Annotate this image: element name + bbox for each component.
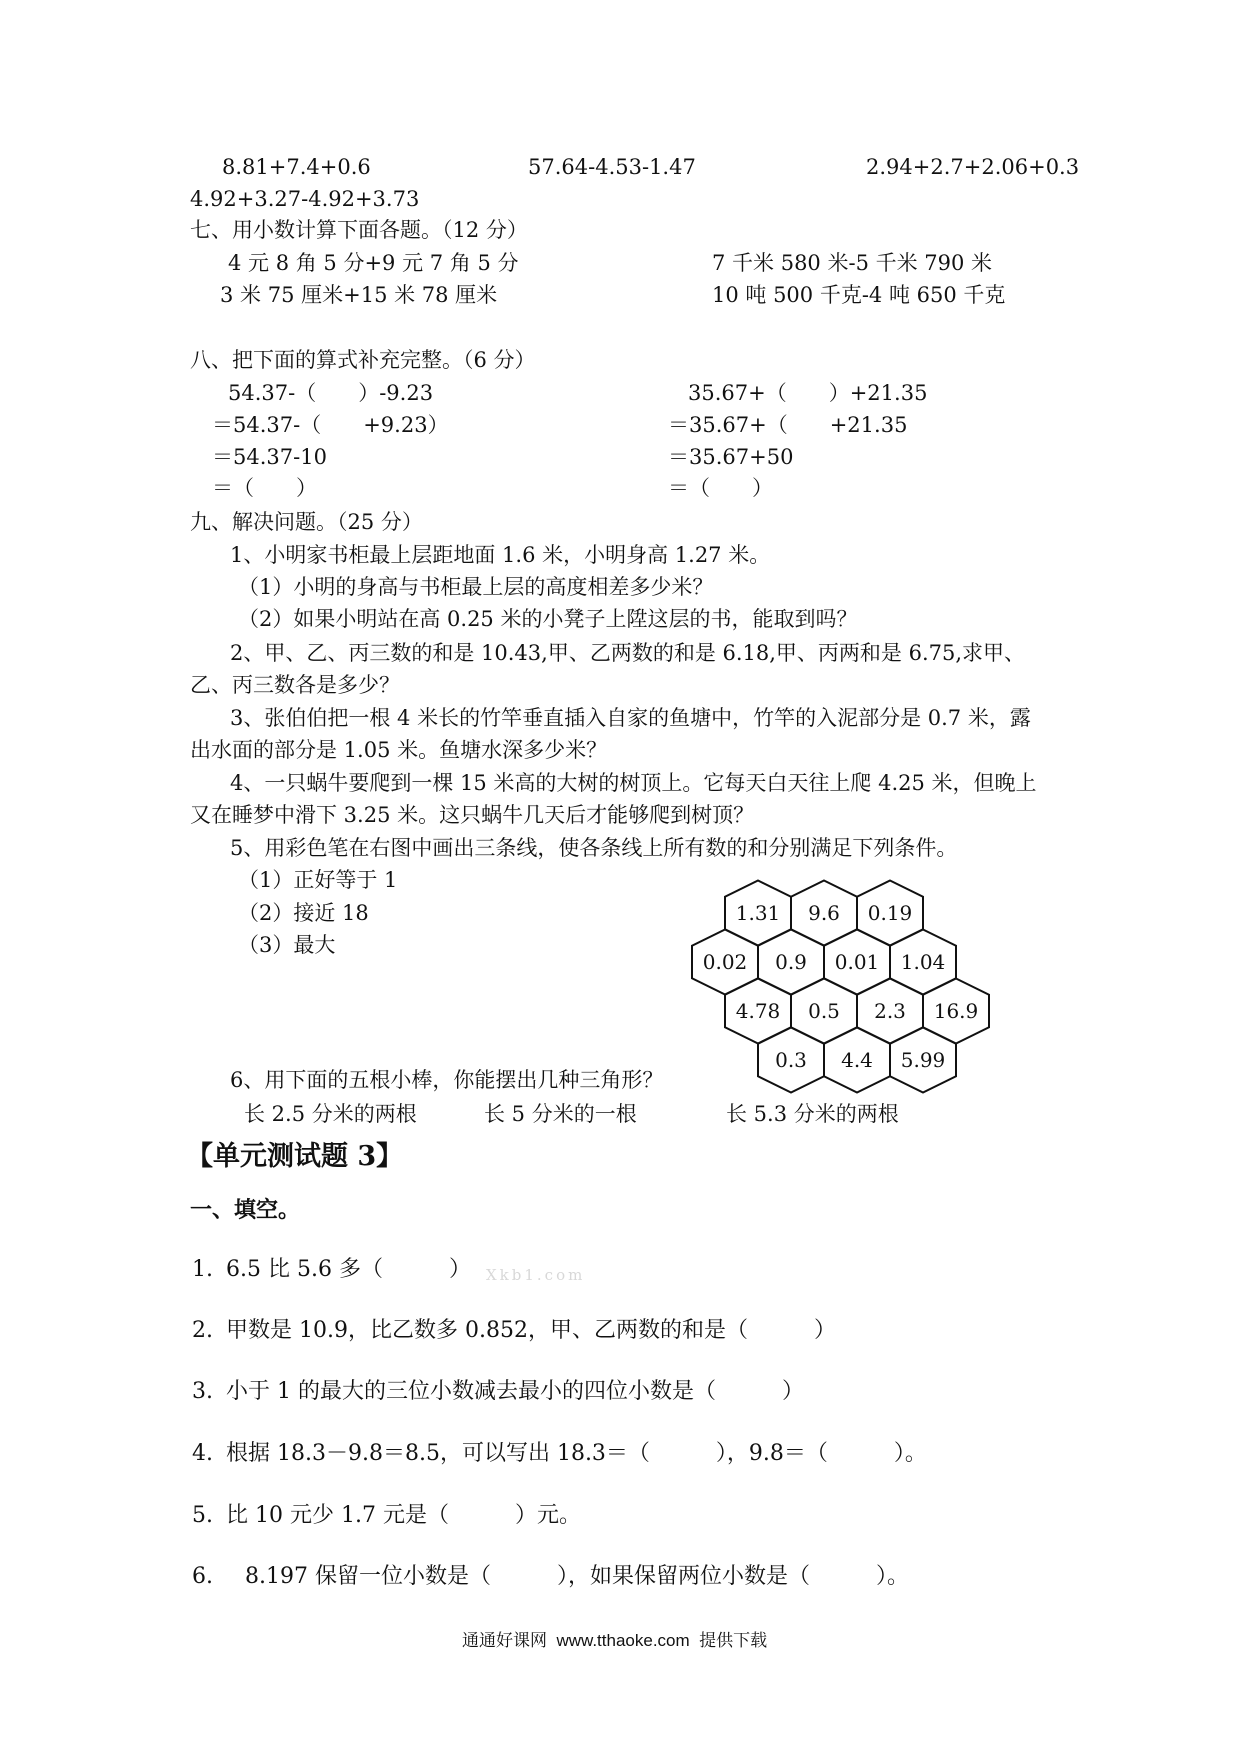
problem-text: （2）如果小明站在高 0.25 米的小凳子上陞这层的书，能取到吗？: [238, 607, 858, 631]
hexagon-value: 1.04: [900, 950, 946, 974]
problem-text: 6、用下面的五根小棒，你能摆出几种三角形？: [230, 1068, 664, 1092]
hexagon-value: 4.4: [841, 1048, 873, 1072]
question-number: 3.: [192, 1379, 213, 1404]
hexagon-value: 2.3: [874, 999, 906, 1023]
problem-text: 2、甲、乙、丙三数的和是 10.43,甲、乙两数的和是 6.18,甲、丙两和是 6.75,求甲、: [230, 641, 1026, 665]
hexagon-value: 0.9: [775, 950, 807, 974]
calc-item: 7 千米 580 米-5 千米 790 米: [712, 251, 993, 275]
unit-test-title: 【单元测试题 3】: [186, 1141, 404, 1172]
question-text: 甲数是 10.9，比乙数多 0.852，甲、乙两数的和是（ ）: [226, 1318, 836, 1343]
section-1-title: 一、填空。: [190, 1197, 301, 1223]
stick-length: 长 2.5 分米的两根: [244, 1102, 417, 1126]
question-number: 2.: [192, 1318, 213, 1343]
question-text: 比 10 元少 1.7 元是（ ）元。: [226, 1503, 581, 1528]
hexagon-value: 0.19: [867, 901, 913, 925]
watermark: Xkb1.com: [486, 1266, 586, 1284]
equation-line: 35.67+（ ）+21.35: [688, 381, 928, 405]
equation-line: ＝（ ）: [668, 476, 773, 500]
calc-item: 4 元 8 角 5 分+9 元 7 角 5 分: [228, 251, 519, 275]
calc-expression: 4.92+3.27-4.92+3.73: [190, 187, 420, 211]
stick-length: 长 5.3 分米的两根: [726, 1102, 899, 1126]
condition-text: （2）接近 18: [238, 901, 369, 925]
equation-line: ＝54.37-（ +9.23）: [212, 413, 449, 437]
equation-line: ＝35.67+50: [668, 445, 794, 469]
section-7-title: 七、用小数计算下面各题。（12 分）: [190, 218, 528, 242]
hexagon-value: 16.9: [933, 999, 979, 1023]
problem-text: 3、张伯伯把一根 4 米长的竹竿垂直插入自家的鱼塘中，竹竿的入泥部分是 0.7 米，露: [230, 706, 1031, 730]
condition-text: （1）正好等于 1: [238, 868, 398, 892]
question-text: 8.197 保留一位小数是（ ），如果保留两位小数是（ ）。: [238, 1564, 909, 1589]
calc-expression: 2.94+2.7+2.06+0.3: [866, 155, 1080, 179]
page-footer: 通通好课网 www.tthaoke.com 提供下载: [462, 1631, 768, 1650]
condition-text: （3）最大: [238, 933, 336, 957]
problem-text: 5、用彩色笔在右图中画出三条线，使各条线上所有数的和分别满足下列条件。: [230, 836, 958, 860]
question-number: 5.: [192, 1503, 213, 1528]
problem-text: 出水面的部分是 1.05 米。鱼塘水深多少米？: [190, 738, 608, 762]
question-number: 6.: [192, 1564, 213, 1589]
stick-length: 长 5 分米的一根: [484, 1102, 637, 1126]
question-number: 1.: [192, 1257, 213, 1282]
question-text: 小于 1 的最大的三位小数减去最小的四位小数是（ ）: [226, 1379, 804, 1404]
calc-expression: 57.64-4.53-1.47: [528, 155, 696, 179]
hexagon-value: 0.5: [808, 999, 840, 1023]
problem-text: 4、一只蜗牛要爬到一棵 15 米高的大树的树顶上。它每天白天往上爬 4.25 米，但晚上: [230, 771, 1037, 795]
calc-expression: 8.81+7.4+0.6: [222, 155, 371, 179]
hexagon-value: 0.3: [775, 1048, 807, 1072]
question-number: 4.: [192, 1441, 213, 1466]
equation-line: ＝54.37-10: [212, 445, 327, 469]
equation-line: ＝（ ）: [212, 476, 317, 500]
calc-item: 10 吨 500 千克-4 吨 650 千克: [712, 283, 1006, 307]
section-8-title: 八、把下面的算式补充完整。（6 分）: [190, 348, 536, 372]
hexagon-value: 0.02: [702, 950, 748, 974]
hexagon-value: 0.01: [834, 950, 880, 974]
section-9-title: 九、解决问题。（25 分）: [190, 510, 423, 534]
problem-text: 又在睡梦中滑下 3.25 米。这只蜗牛几天后才能够爬到树顶？: [190, 803, 755, 827]
equation-line: 54.37-（ ）-9.23: [228, 381, 434, 405]
problem-text: 1、小明家书柜最上层距地面 1.6 米，小明身高 1.27 米。: [230, 543, 771, 567]
hexagon-value: 1.31: [735, 901, 781, 925]
problem-text: 乙、丙三数各是多少？: [190, 673, 400, 697]
hexagon-value: 5.99: [900, 1048, 946, 1072]
problem-text: （1）小明的身高与书柜最上层的高度相差多少米？: [238, 575, 714, 599]
hexagon-value: 4.78: [735, 999, 781, 1023]
calc-item: 3 米 75 厘米+15 米 78 厘米: [220, 283, 498, 307]
equation-line: ＝35.67+（ +21.35: [668, 413, 908, 437]
question-text: 6.5 比 5.6 多（ ）: [226, 1257, 471, 1282]
hexagon-value: 9.6: [808, 901, 840, 925]
question-text: 根据 18.3－9.8＝8.5，可以写出 18.3＝（ ），9.8＝（ ）。: [226, 1441, 927, 1466]
